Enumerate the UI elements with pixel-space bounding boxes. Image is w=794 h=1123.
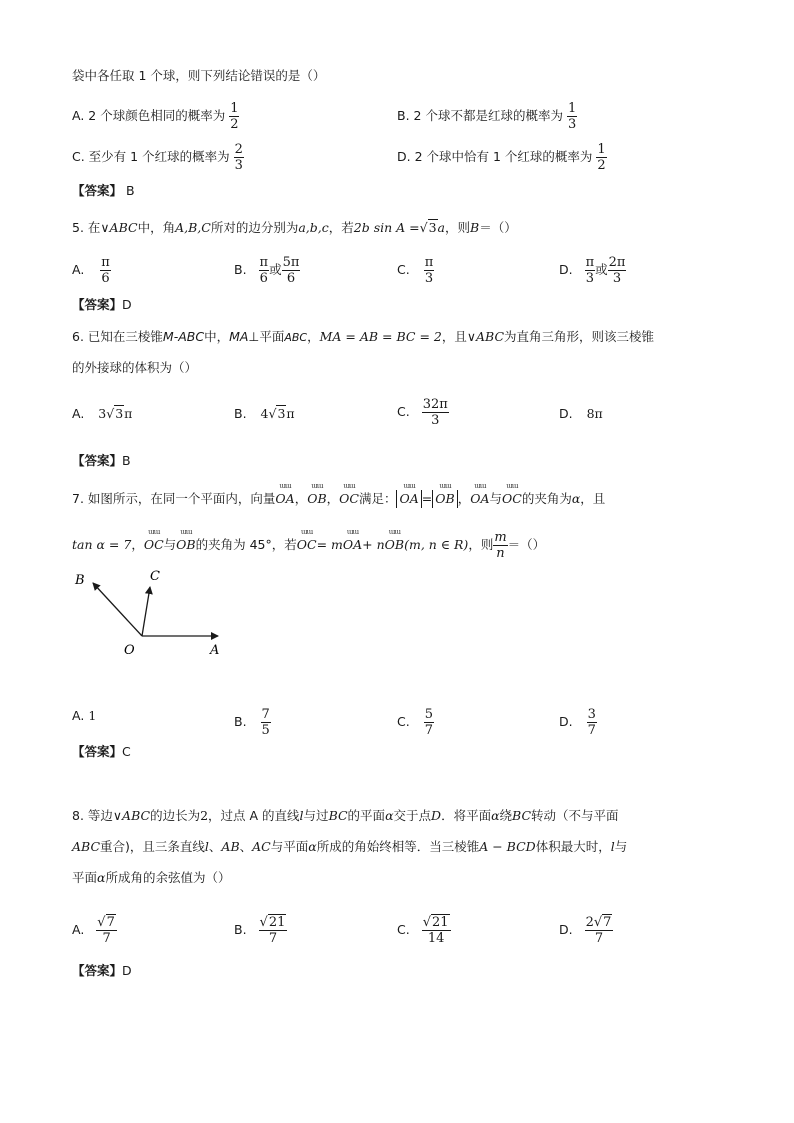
q8-option-b: B. $\frac{√21}{7}$ — [234, 915, 286, 946]
q5-stem: 5. 在∨ABC中，角A,B,C所对的边分别为a,b,c，若2b sin A =√3a，则B＝（） — [72, 220, 517, 235]
q7-answer — [72, 743, 131, 761]
q4-option-d-text: D. 2 个球中恰有 1 个红球的概率为 — [397, 149, 593, 164]
q5-option-a-fraction: $\frac{\pi}{6}$ — [101, 255, 110, 286]
q4-option-a — [72, 101, 239, 132]
q4-option-c-fraction: $\frac{2}{3}$ — [234, 142, 243, 173]
q5-option-b-fraction-2: $\frac{5\pi}{6}$ — [282, 255, 300, 286]
answer-label: 【答案】 — [72, 297, 123, 312]
q4-option-c — [72, 142, 244, 173]
q8-option-a: A. $\frac{√7}{7}$ — [72, 915, 115, 946]
q7-stem-line1: 7. 如图所示，在同一个平面内，向量 ɯɯ OA， ɯɯ OB， ɯɯ OC满足： ɯɯ OA = ɯɯ OB ， ɯɯ OA与 ɯɯ OC的夹角为α，且 — [72, 482, 606, 506]
vector-oc-arrow — [142, 587, 150, 636]
answer-label: 【答案】 — [72, 744, 123, 759]
q8-stem-line3: 平面α所成角的余弦值为（） — [72, 870, 231, 885]
answer-value: C — [122, 744, 131, 759]
q4-option-d — [397, 142, 607, 173]
q4-stem: 袋中各任取 1 个球，则下列结论错误的是（） — [72, 68, 326, 83]
answer-value: B — [122, 453, 131, 468]
q7-option-d: D. $\frac{3}{7}$ — [559, 707, 596, 738]
q4-option-b-text: B. 2 个球不都是红球的概率为 — [397, 108, 563, 123]
q5-option-c: C. $\frac{\pi}{3}$ — [397, 255, 434, 286]
q6-option-a: A. 3√3π — [72, 406, 133, 421]
label-o: O — [124, 643, 135, 658]
answer-label: 【答案】 — [72, 963, 123, 978]
q7-option-b-fraction: $\frac{7}{5}$ — [261, 707, 270, 738]
q8-answer — [72, 962, 132, 980]
answer-value: D — [122, 297, 132, 312]
q7-option-c: C. $\frac{5}{7}$ — [397, 707, 433, 738]
q8-option-c-fraction: $\frac{√21}{14}$ — [422, 915, 449, 946]
answer-label: 【答案】 — [72, 453, 123, 468]
q7-option-b: B. $\frac{7}{5}$ — [234, 707, 270, 738]
q4-answer — [72, 182, 135, 200]
q6-stem-line1: 6. 已知在三棱锥M-ABC中，MA⊥平面ABC，MA = AB = BC = 2，且∨ABC为直角三角形，则该三棱锥 — [72, 329, 655, 344]
q8-stem-line1: 8. 等边∨ABC的边长为2，过点 A 的直线l与过BC的平面α交于点D．将平面α绕BC转动（不与平面 — [72, 808, 619, 823]
q5-option-c-fraction: $\frac{\pi}{3}$ — [424, 255, 434, 286]
q7-option-d-fraction: $\frac{3}{7}$ — [587, 707, 596, 738]
q7-vector-figure — [60, 560, 240, 665]
q8-option-d-fraction: $\frac{2√7}{7}$ — [585, 915, 612, 946]
q6-option-d: D. 8π — [559, 406, 603, 421]
q8-option-a-fraction: $\frac{√7}{7}$ — [97, 915, 115, 946]
q6-option-b: B. 4√3π — [234, 406, 295, 421]
q7-option-a: A. 1 — [72, 708, 97, 723]
label-a: A — [210, 643, 220, 658]
q6-answer — [72, 452, 131, 470]
q7-m-over-n: $\frac{m}{n}$ — [494, 530, 507, 561]
q8-stem-line2: ABC重合)，且三条直线l、AB、AC与平面α所成的角始终相等．当三棱锥A − BCD体积最大时，l与 — [72, 839, 628, 854]
q5-answer — [72, 296, 132, 314]
q8-option-b-fraction: $\frac{√21}{7}$ — [259, 915, 286, 946]
q5-option-d-fraction-1: $\frac{\pi}{3}$ — [585, 255, 595, 286]
q5-option-b-fraction-1: $\frac{\pi}{6}$ — [259, 255, 269, 286]
q4-option-a-fraction: $\frac{1}{2}$ — [230, 101, 239, 132]
q5-option-d: D. $\frac{\pi}{3}$ 或 $\frac{2\pi}{3}$ — [559, 255, 626, 286]
q4-option-b — [397, 101, 577, 132]
q4-option-b-fraction: $\frac{1}{3}$ — [567, 101, 577, 132]
label-b: B — [75, 573, 85, 588]
q6-stem-line2: 的外接球的体积为（） — [72, 360, 198, 375]
q5-option-a: A. $\frac{\pi}{6}$ — [72, 255, 110, 286]
q7-option-c-fraction: $\frac{5}{7}$ — [424, 707, 433, 738]
q7-stem-line2: tan α = 7， ɯɯ OC与 ɯɯ OB的夹角为 45°，若 ɯɯ OC= m ɯɯ OA+ n ɯɯ OB(m, n ∈ R)，则 $\frac{m}{n}$ ＝（） — [72, 528, 546, 561]
q5-option-b: B. $\frac{\pi}{6}$ 或 $\frac{5\pi}{6}$ — [234, 255, 300, 286]
q6-option-c-fraction: $\frac{32\pi}{3}$ — [422, 397, 448, 428]
q8-option-d: D. $\frac{2√7}{7}$ — [559, 915, 612, 946]
answer-label: 【答案】 — [72, 183, 123, 198]
q4-option-c-text: C. 至少有 1 个红球的概率为 — [72, 149, 230, 164]
answer-value: D — [122, 963, 132, 978]
q6-option-c: C. $\frac{32\pi}{3}$ — [397, 397, 448, 428]
label-c: C — [150, 569, 160, 584]
q8-option-c: C. $\frac{√21}{14}$ — [397, 915, 449, 946]
q4-option-d-fraction: $\frac{1}{2}$ — [597, 142, 606, 173]
q4-option-a-text: A. 2 个球颜色相同的概率为 — [72, 108, 226, 123]
answer-value: B — [126, 183, 135, 198]
q5-option-d-fraction-2: $\frac{2\pi}{3}$ — [608, 255, 626, 286]
vector-ob-arrow — [93, 583, 142, 636]
